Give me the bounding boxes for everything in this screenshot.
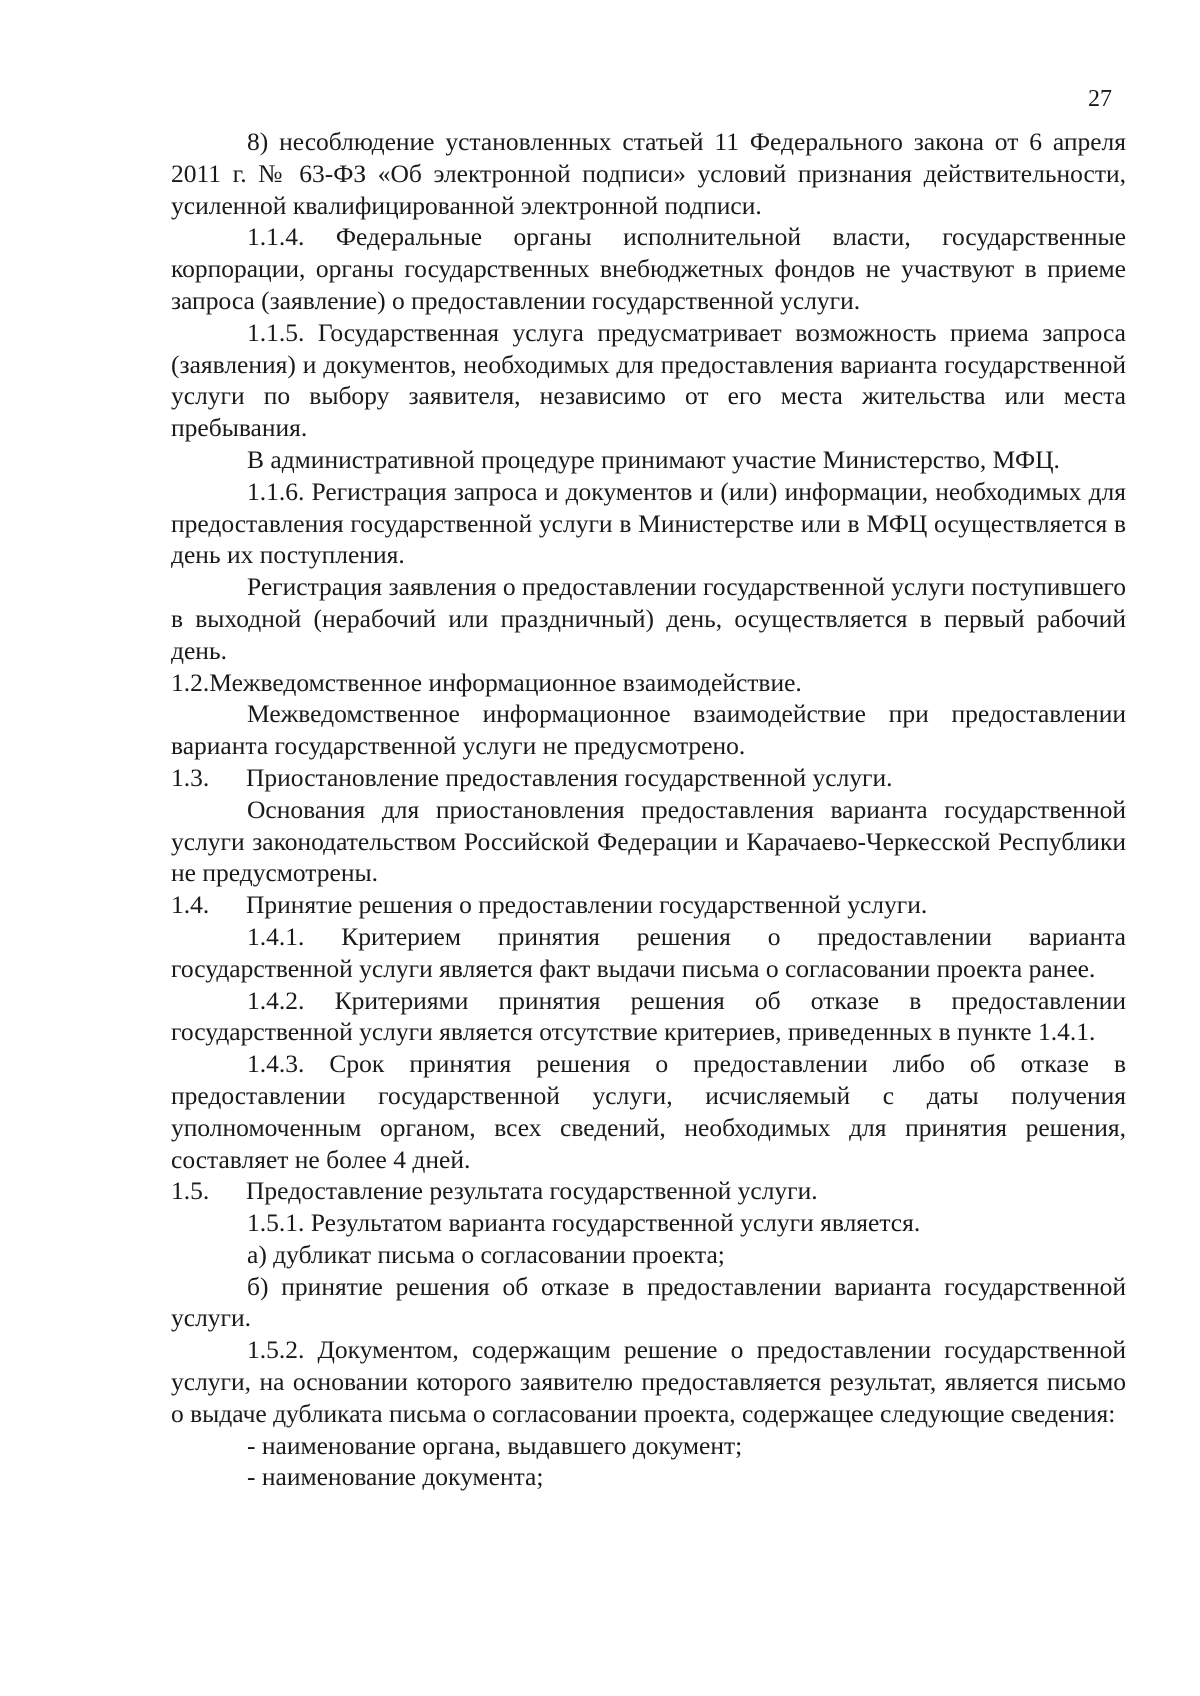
- paragraph: 1.2.Межведомственное информационное взаимодействие.: [171, 667, 802, 697]
- paragraph: Основания для приостановления предоставления варианта государственной услуги законодательством Российской Федерации и Карачаево-Черкесской Республики не предусмотрены.: [171, 794, 1126, 888]
- paragraph: Межведомственное информационное взаимодействие при предоставлении варианта государственной услуги не предусмотрено.: [171, 699, 1126, 761]
- paragraph: - наименование органа, выдавшего документ;: [247, 1430, 743, 1460]
- document-body: [171, 126, 1126, 1493]
- section-heading: [171, 762, 1126, 794]
- section-number: 1.3.: [171, 762, 210, 792]
- section-number: 1.5.: [171, 1176, 210, 1206]
- section-heading: [171, 889, 1126, 921]
- paragraph: В административной процедуре принимают участие Министерство, МФЦ.: [247, 444, 1060, 474]
- paragraph: а) дубликат письма о согласовании проекта;: [247, 1239, 725, 1269]
- paragraph: 1.4.1. Критерием принятия решения о предоставлении варианта государственной услуги является факт выдачи письма о согласовании проекта ранее.: [171, 921, 1126, 983]
- paragraph: б) принятие решения об отказе в предоставлении варианта государственной услуги.: [171, 1271, 1126, 1333]
- paragraph: Регистрация заявления о предоставлении государственной услуги поступившего в выходной (нерабочий или праздничный) день, осуществляется в первый рабочий день.: [171, 572, 1126, 665]
- paragraph: 1.4.2. Критериями принятия решения об отказе в предоставлении государственной услуги является отсутствие критериев, приведенных в пункте 1.4.1.: [171, 985, 1126, 1047]
- section-title: Принятие решения о предоставлении государственной услуги.: [246, 890, 928, 920]
- paragraph: - наименование документа;: [247, 1462, 544, 1492]
- section-title: Предоставление результата государственной услуги.: [246, 1176, 818, 1206]
- page-number: 27: [1088, 86, 1112, 112]
- paragraph: 1.1.5. Государственная услуга предусматривает возможность приема запроса (заявления) и документов, необходимых для предоставления варианта государственной услуги по выбору заявителя, независимо от его места жительства или места пребывания.: [171, 317, 1126, 443]
- section-title: Приостановление предоставления государственной услуги.: [246, 762, 893, 792]
- paragraph: 1.5.2. Документом, содержащим решение о предоставлении государственной услуги, на основании которого заявителю предоставляется результат, является письмо о выдаче дубликата письма о согласовании проекта, содержащее следующие сведения:: [171, 1335, 1126, 1428]
- section-number: 1.4.: [171, 890, 210, 920]
- paragraph: 1.1.6. Регистрация запроса и документов и (или) информации, необходимых для предоставления государственной услуги в Министерстве или в МФЦ осуществляется в день их поступления.: [171, 476, 1126, 570]
- paragraph: 1.5.1. Результатом варианта государственной услуги является.: [247, 1208, 921, 1238]
- paragraph: 8) несоблюдение установленных статьей 11 Федерального закона от 6 апреля 2011 г. № 63-ФЗ «Об электронной подписи» условий признания действительности, усиленной квалифицированной электронной подписи.: [171, 127, 1126, 220]
- section-heading: [171, 1175, 1126, 1207]
- paragraph: 1.1.4. Федеральные органы исполнительной власти, государственные корпорации, органы государственных внебюджетных фондов не участвуют в приеме запроса (заявление) о предоставлении государственной услуги.: [171, 222, 1126, 315]
- paragraph: 1.4.3. Срок принятия решения о предоставлении либо об отказе в предоставлении государственной услуги, исчисляемый с даты получения уполномоченным органом, всех сведений, необходимых для принятия решения, составляет не более 4 дней.: [171, 1049, 1126, 1174]
